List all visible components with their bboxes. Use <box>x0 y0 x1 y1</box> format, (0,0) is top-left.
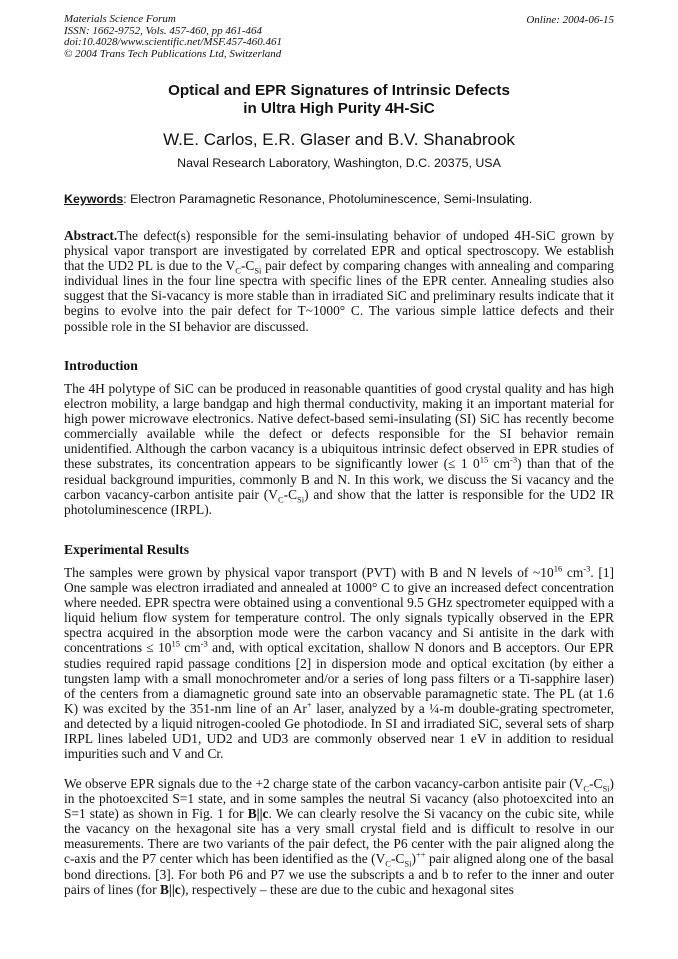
text-run: The defect(s) responsible for the semi-insulating behavior of undoped 4H-SiC grown by physical vapor transport are investigated by correlated EPR and optical spectroscopy. We establish that the UD2 PL is due to the V <box>64 228 614 274</box>
keywords-label: Keywords <box>64 192 124 206</box>
subscript: Si <box>254 265 262 276</box>
text-run: cm <box>179 640 201 656</box>
text-run: ) <box>411 851 416 867</box>
keywords <box>64 192 532 206</box>
text-run: ), respectively – these are due to the cubic and hexagonal sites <box>180 881 514 897</box>
text-run: Abstract. <box>64 228 118 243</box>
section-heading-experimental: Experimental Results <box>64 542 189 557</box>
keywords-text: : Electron Paramagnetic Resonance, Photoluminescence, Semi-Insulating. <box>123 192 533 206</box>
text-run: ) and show that the latter is responsible for the UD2 IR photoluminescence (IRPL). <box>64 486 615 517</box>
superscript: 16 <box>553 563 563 574</box>
text-run: -C <box>390 851 405 867</box>
subscript: C <box>235 265 241 276</box>
text-run: We observe EPR signals due to the +2 charge state of the carbon vacancy-carbon antisite pair (V <box>64 776 584 791</box>
section-heading-introduction: Introduction <box>64 358 138 373</box>
text-run: -C <box>589 776 603 791</box>
text-run: pair defect by comparing changes with annealing and comparing individual lines in the four line spectra with specific lines of the EPR center. Annealing studies also suggest that the Si-vacancy is more stable than in irradiated SiC and preliminary results indicate that it begins to evolve into the pair defect for T~1000° C. The various simple lattice defects and their possible role in the SI behavior are discussed. <box>64 258 615 334</box>
superscript: 15 <box>479 455 489 465</box>
subscript: C <box>583 783 590 794</box>
superscript: 15 <box>171 639 180 649</box>
text-run: pair aligned along one of the basal bond directions. [3]. For both P6 and P7 we use the subscripts a and b to refer to the inner and outer pairs of lines (for <box>64 851 614 897</box>
subscript: Si <box>297 494 305 505</box>
subscript: Si <box>404 859 412 870</box>
text-run: . We can clearly resolve the Si vacancy on the cubic site, while the vacancy on the hexagonal site has a very small crystal field and is difficult to resolve in our measurements. There are two variants of the pair defect, the P6 center with the pair aligned along the c-axis and the P7 center which has been identified as the (V <box>64 806 614 867</box>
text-run: The samples were grown by physical vapor transport (PVT) with B and N levels of ~10 <box>64 565 554 580</box>
title-line-1: Optical and EPR Signatures of Intrinsic Defects <box>168 82 510 99</box>
text-run: -C <box>283 486 297 502</box>
authors: W.E. Carlos, E.R. Glaser and B.V. Shanabrook <box>163 130 515 149</box>
subscript: C <box>385 859 391 870</box>
superscript: -3 <box>510 455 518 465</box>
text-run: B||c <box>159 881 181 897</box>
abstract <box>64 228 614 334</box>
text-run: The 4H polytype of SiC can be produced in reasonable quantities of good crystal quality and has high electron mobility, a large bandgap and high thermal conductivity, making it an important material for high power microwave electronics. Native defect-based semi-insulating (SI) SiC has recently become commercially available while the defect or defects responsible for the SI behavior remain unidentified. Although the carbon vacancy is a ubiquitous intrinsic defect observed in EPR studies of these substrates, its concentration appears to be significantly lower (≤ 1 0 <box>64 381 614 472</box>
experimental-paragraph-2 <box>64 776 614 897</box>
text-run: ) in the photoexcited S=1 state, and in some samples the neutral Si vacancy (also photoexcited into an S=1 state) as shown in Fig. 1 for <box>64 776 614 822</box>
text-run: B||c <box>247 806 269 822</box>
experimental-paragraph-1 <box>64 565 614 761</box>
text-run: cm <box>562 565 584 580</box>
superscript: -3 <box>583 563 591 574</box>
text-run: laser, analyzed by a ¼-m double-grating spectrometer, and detected by a liquid nitrogen-cooled Ge photodiode. In SI and irradiated SiC, several sets of sharp IRPL lines labeled UD1, UD2 and UD3 are commonly observed near 1 eV in addition to residual impurities such and V and Cr. <box>64 700 614 762</box>
text-run: cm <box>488 456 510 472</box>
text-run: . [1] One sample was electron irradiated and annealed at 1000° C to give an increased defect concentration where needed. EPR spectra were obtained using a conventional 9.5 GHz spectrometer equipped with a liquid helium flow system for temperature control. The only signals typically observed in the EPR spectra acquired in the absorption mode were the carbon vacancy and Si antisite in the dark with concentrations ≤ 10 <box>64 565 614 656</box>
introduction-paragraph <box>64 381 614 517</box>
affiliation: Naval Research Laboratory, Washington, D.C. 20375, USA <box>177 156 501 170</box>
superscript: -3 <box>200 639 208 649</box>
publication-header <box>64 14 282 60</box>
superscript: + <box>306 699 312 710</box>
text-run: -C <box>240 258 255 274</box>
doi: doi:10.4028/www.scientific.net/MSF.457-460.461 <box>64 36 283 49</box>
text-run: ) than that of the residual background impurities, commonly B and N. In this work, we discuss the Si vacancy and the carbon vacancy-carbon antisite pair (V <box>64 456 614 502</box>
superscript: ++ <box>415 850 426 860</box>
title-line-2: in Ultra High Purity 4H-SiC <box>243 100 435 117</box>
subscript: Si <box>602 783 610 794</box>
issn: ISSN: 1662-9752, Vols. 457-460, pp 461-464 <box>64 24 262 37</box>
copyright: © 2004 Trans Tech Publications Ltd, Switzerland <box>64 47 282 60</box>
subscript: C <box>277 494 284 505</box>
text-run: and, with optical excitation, shallow N donors and B acceptors. Our EPR studies required rapid passage conditions [2] in dispersion mode and optical excitation (by either a tungsten lamp with a small monochrometer and/or a series of long pass filters or a Ti-sapphire laser) of the centers from a diamagnetic ground sate into an observable paramagnetic state. The PL (at 1.6 K) was excited by the 351-nm line of an Ar <box>64 640 614 716</box>
journal-name: Materials Science Forum <box>64 13 176 25</box>
online-date: Online: 2004-06-15 <box>526 14 614 26</box>
paper-title <box>0 82 678 118</box>
